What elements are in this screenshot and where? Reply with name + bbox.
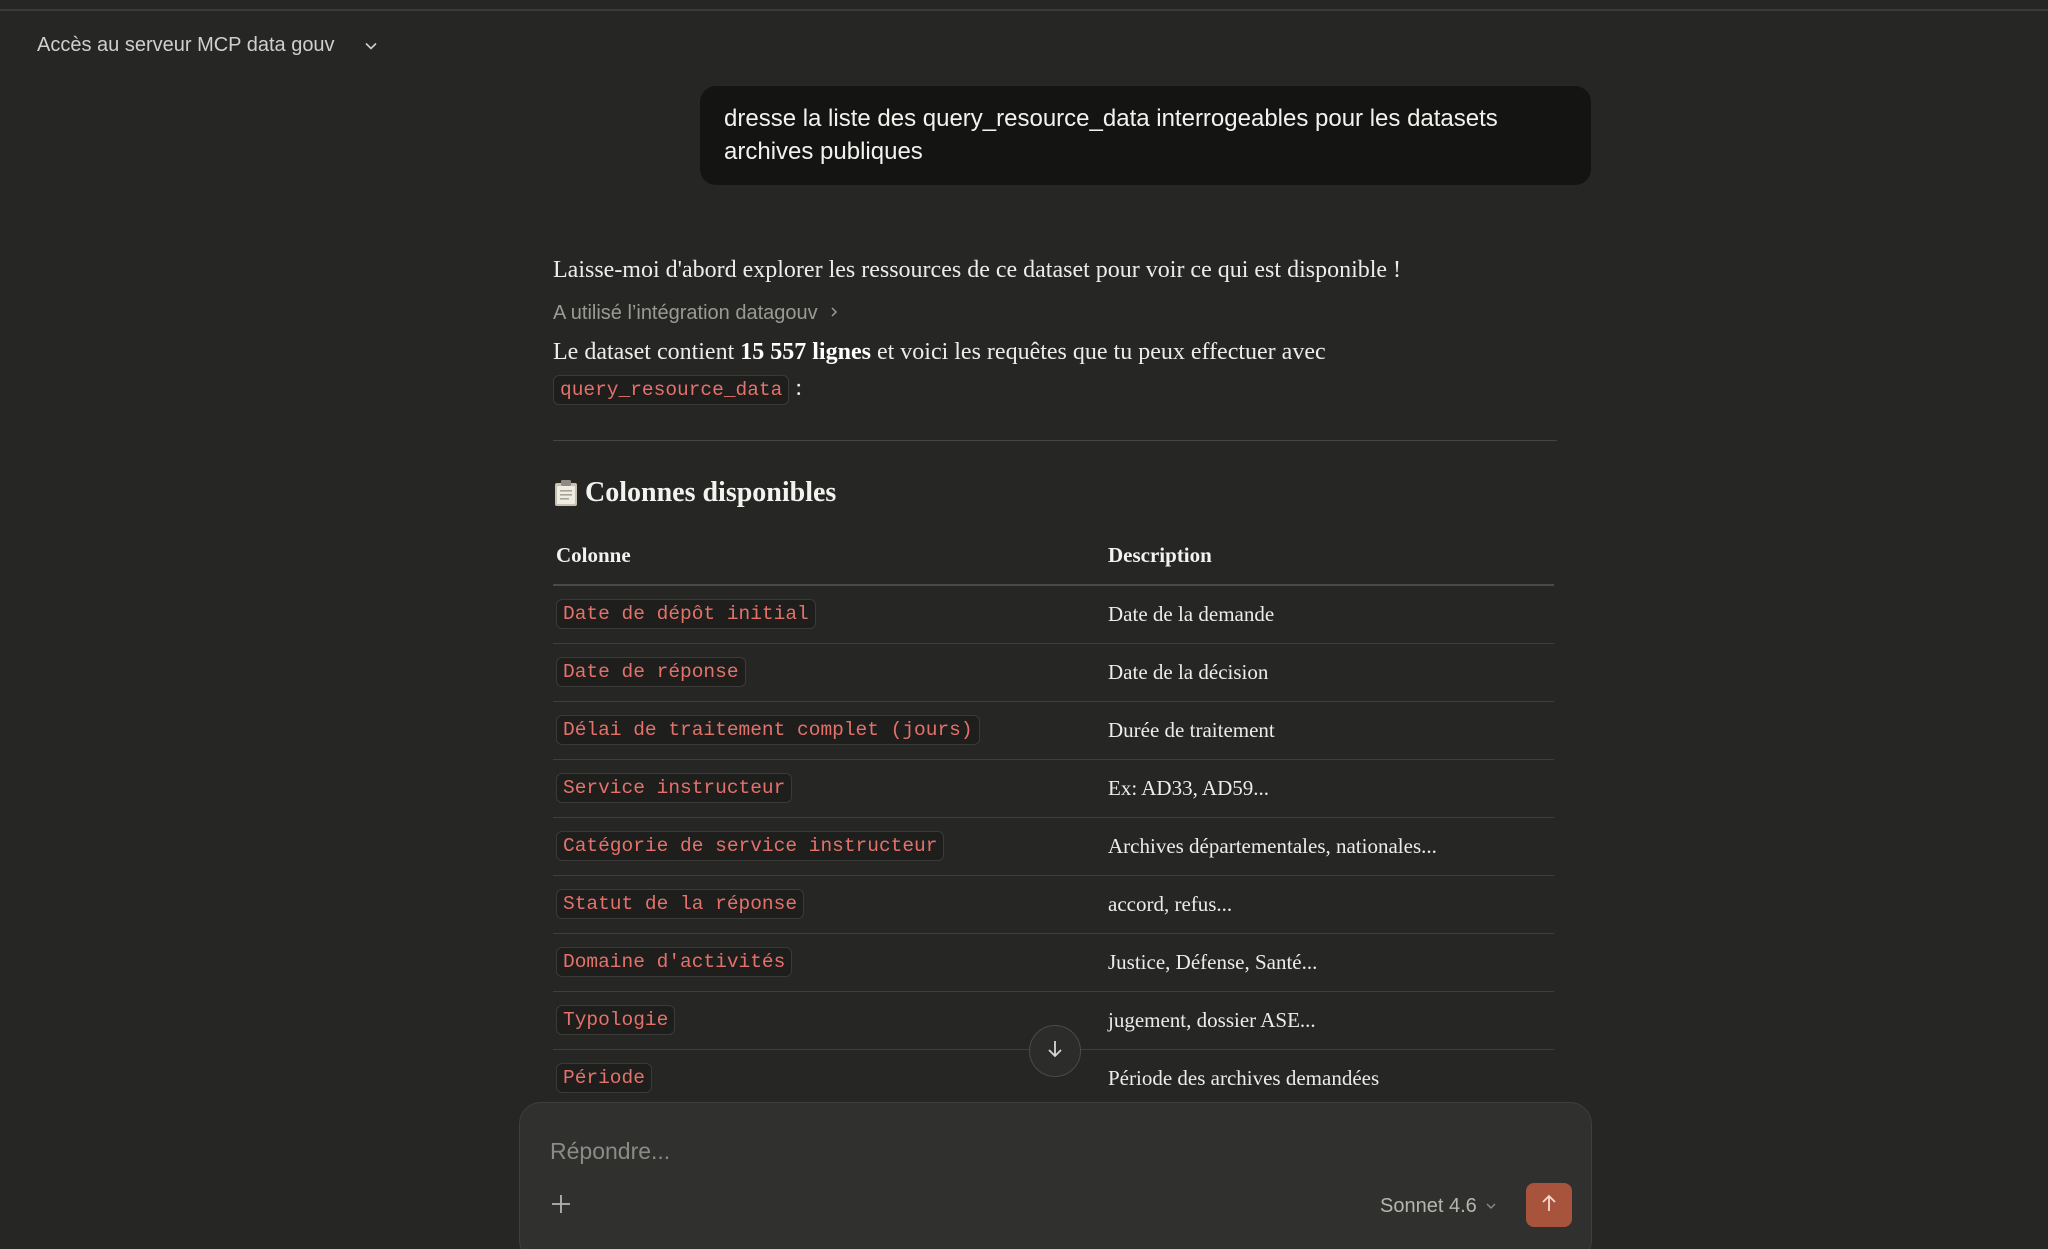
header-description: Description [1105, 527, 1554, 585]
column-cell [553, 585, 1105, 643]
column-name: Délai de traitement complet (jours) [556, 715, 980, 745]
table-row [553, 701, 1554, 759]
model-selector[interactable] [1380, 1191, 1497, 1221]
column-cell [553, 1049, 1105, 1107]
inline-code: query_resource_data [553, 375, 789, 405]
user-message: dresse la liste des query_resource_data interrogeables pour les datasets archives publiques [700, 86, 1591, 185]
column-cell [553, 817, 1105, 875]
table-row [553, 933, 1554, 991]
description-cell: Date de la demande [1105, 585, 1554, 643]
table-row [553, 585, 1554, 643]
table-row [553, 875, 1554, 933]
section-divider [553, 440, 1557, 441]
column-name: Typologie [556, 1005, 675, 1035]
description-cell: Archives départementales, nationales... [1105, 817, 1554, 875]
composer [519, 1102, 1592, 1249]
column-cell [553, 933, 1105, 991]
top-divider [0, 9, 2048, 11]
description-cell: Période des archives demandées [1108, 1065, 1380, 1090]
tool-usage-label: A utilisé l’intégration datagouv [553, 301, 818, 324]
chevron-right-icon [828, 302, 840, 325]
arrow-down-icon [1045, 1038, 1065, 1065]
column-cell [553, 875, 1105, 933]
row-count: 15 557 lignes [740, 339, 871, 365]
table-row [553, 759, 1554, 817]
chevron-down-icon [1485, 1195, 1497, 1218]
scroll-to-bottom-button[interactable] [1029, 1025, 1081, 1077]
column-name: Service instructeur [556, 773, 792, 803]
columns-table [553, 527, 1554, 1107]
header-colonne: Colonne [553, 527, 1105, 585]
column-name: Date de dépôt initial [556, 599, 816, 629]
description-cell: Date de la décision [1105, 643, 1554, 701]
column-name: Catégorie de service instructeur [556, 831, 944, 861]
summary-text: Le dataset contient [553, 339, 741, 365]
section-heading [553, 473, 1559, 513]
description-cell: Justice, Défense, Santé... [1105, 933, 1554, 991]
model-name: Sonnet 4.6 [1380, 1194, 1477, 1217]
tool-usage-toggle[interactable] [553, 298, 1559, 328]
summary-text-cont: et voici les requêtes que tu peux effectuer avec [870, 339, 1326, 365]
chevron-down-icon [363, 37, 379, 53]
clipboard-icon [553, 479, 579, 507]
assistant-intro: Laisse-moi d'abord explorer les ressources de ce dataset pour voir ce qui est disponible ! [553, 257, 1402, 283]
description-cell: Durée de traitement [1105, 701, 1554, 759]
table-header-row [553, 527, 1554, 585]
description-cell: Ex: AD33, AD59... [1105, 759, 1554, 817]
arrow-up-icon [1540, 1192, 1558, 1219]
plus-icon[interactable] [548, 1191, 574, 1217]
conversation-title: Accès au serveur MCP data gouv [37, 33, 335, 56]
column-cell [553, 759, 1105, 817]
column-cell [553, 643, 1105, 701]
column-name: Domaine d'activités [556, 947, 792, 977]
column-cell [553, 701, 1105, 759]
table-row [553, 817, 1554, 875]
column-name: Date de réponse [556, 657, 746, 687]
section-title: Colonnes disponibles [585, 477, 837, 508]
table-row [553, 643, 1554, 701]
column-name: Statut de la réponse [556, 889, 804, 919]
column-name: Période [556, 1063, 652, 1093]
description-cell: jugement, dossier ASE... [1105, 991, 1554, 1049]
send-button[interactable] [1526, 1183, 1572, 1227]
summary-colon: : [789, 375, 803, 401]
assistant-message [553, 250, 1559, 1107]
column-cell [553, 991, 1105, 1049]
conversation-title-menu[interactable] [37, 30, 379, 60]
assistant-summary [553, 334, 1559, 406]
reply-input[interactable] [550, 1133, 1450, 1169]
description-cell: accord, refus... [1105, 875, 1554, 933]
